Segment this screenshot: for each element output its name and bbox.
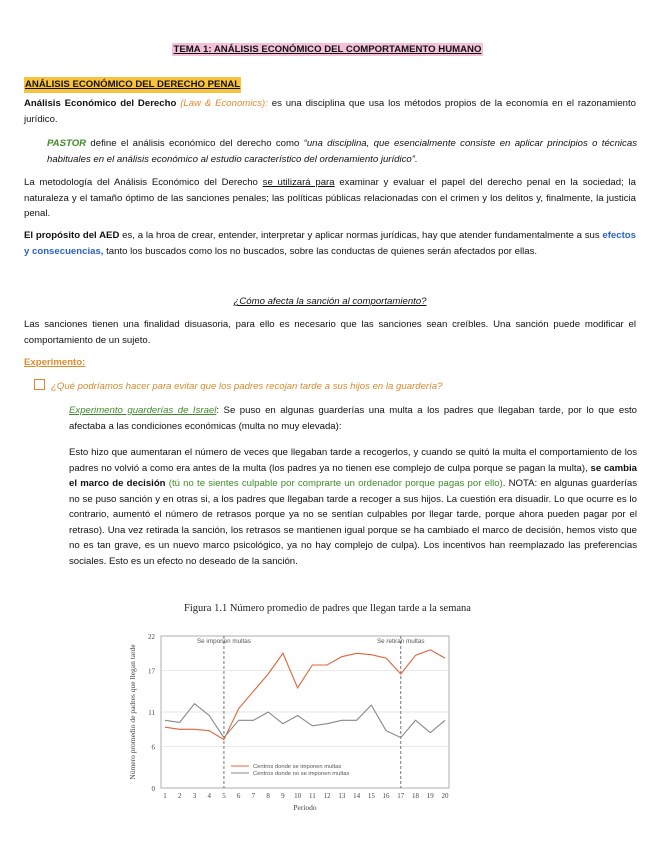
series-line-1 xyxy=(165,650,445,740)
question-item xyxy=(34,379,646,395)
x-tick-label: 8 xyxy=(266,792,270,800)
purpose-text-b: tanto los buscados como los no buscados, sobre las conductas de quienes serán afectados por ellas. xyxy=(103,245,538,257)
annotation-label: Se retiran multas xyxy=(376,638,425,645)
x-tick-label: 16 xyxy=(382,792,390,800)
x-tick-label: 9 xyxy=(281,792,285,800)
y-tick-label: 17 xyxy=(148,667,155,676)
subheading xyxy=(24,294,636,310)
line-chart xyxy=(125,628,455,816)
experiment-label xyxy=(24,355,636,371)
subheading-text: ¿Cómo afecta la sanción al comportamiento? xyxy=(233,296,427,307)
term-english: (Law & Economics): xyxy=(180,98,268,109)
figure-caption: Figura 1.1 Número promedio de padres que llegan tarde a la semana xyxy=(184,603,471,614)
paragraph-results xyxy=(69,445,637,569)
results-text-b: . NOTA: en algunas guarderías no se puso sanción y en otras si, a los padres que llegaban tarde a recoger a sus hijos. La cuestión era disuadir. Lo que ocurre es lo contrario, aumentó el número de retrasos porque ya no se sentían culpables por llegar tarde, porque ahora pueden pagar por el retraso). Una vez retirada la sanción, los retrasos se mantienen igual porque se ha cambiado el marco de decisión, hemos visto que no es tan grave, es un nuevo marco psicológico, ya no hay complejo de culpa). Los incentivos han reemplazado las preferencias sociales. Esto es un efecto no deseado de la sanción. xyxy=(69,478,637,567)
legend-label: Centros donde no se imponen multas xyxy=(253,771,350,777)
x-tick-label: 1 xyxy=(163,792,167,800)
x-tick-label: 7 xyxy=(251,792,256,800)
results-text-a: Esto hizo que aumentaran el número de veces que llegaban tarde a recogerlos, y cuando se quitó la multa el comportamiento de los padres no volvió a como era antes de la multa (los padres ya no tienen ese complejo de culpa porque se pagan la multa), xyxy=(69,447,637,474)
term: Análisis Económico del Derecho xyxy=(24,98,177,109)
x-tick-label: 12 xyxy=(323,792,331,800)
paragraph-sanctions: Las sanciones tienen una finalidad disuasoria, para ello es necesario que las sanciones sean creíbles. Una sanción puede modificar el comportamiento de un sujeto. xyxy=(24,319,636,346)
paragraph-methodology xyxy=(24,175,636,222)
paragraph-purpose xyxy=(24,228,636,259)
question-text: ¿Qué podríamos hacer para evitar que los padres recojan tarde a sus hijos en la guardería? xyxy=(51,381,443,392)
pastor-text: define el análisis económico del derecho como xyxy=(86,138,304,149)
experiment-label-text: Experimento: xyxy=(24,357,86,368)
x-tick-label: 15 xyxy=(367,792,375,800)
annotation-label: Se imponen multas xyxy=(196,638,251,645)
legend-label: Centros donde se imponen multas xyxy=(253,764,342,770)
x-tick-label: 17 xyxy=(397,792,405,800)
x-tick-label: 6 xyxy=(236,792,241,800)
y-tick-label: 6 xyxy=(151,743,155,752)
paragraph-pastor xyxy=(47,136,637,167)
purpose-bold: El propósito del AED xyxy=(24,230,120,241)
x-tick-label: 10 xyxy=(294,792,302,800)
x-tick-label: 5 xyxy=(222,792,226,800)
results-green: (tú no te sientes culpable por comprarte un ordenador porque pagas por ello) xyxy=(165,478,503,490)
methodology-text-b: examinar y evaluar el papel del derecho penal en la sociedad; la naturaleza y el tamaño óptimo de las sanciones penales; las políticas públicas relacionadas con el crimen y los delitos y, finalmente, la justicia penal. xyxy=(24,177,636,220)
x-tick-label: 18 xyxy=(412,792,420,800)
section-heading: ANÁLISIS ECONÓMICO DEL DERECHO PENAL xyxy=(24,77,241,93)
paragraph-israel xyxy=(69,403,637,434)
checkbox-icon[interactable] xyxy=(34,379,45,390)
x-tick-label: 20 xyxy=(441,792,449,800)
x-tick-label: 4 xyxy=(207,792,211,800)
y-tick-label: 11 xyxy=(148,709,155,717)
pastor-quote: “una disciplina, que esencialmente consiste en aplicar principios o técnicas habituales en el análisis económico al estudio característico del ordenamiento jurídico”. xyxy=(47,138,637,165)
israel-experiment-label: Experimento guarderías de Israel xyxy=(69,405,217,416)
x-tick-label: 2 xyxy=(177,792,182,800)
x-tick-label: 13 xyxy=(338,792,346,800)
y-axis-label: Número promedio de padres que llegan tarde xyxy=(128,644,137,780)
paragraph-definition xyxy=(24,96,636,127)
y-tick-label: 0 xyxy=(151,785,155,793)
israel-text: : Se puso en algunas guarderías una multa a los padres que llegaban tarde, por lo que esto afectaba a las condiciones económicas (multa no muy elevada): xyxy=(69,405,637,432)
x-tick-label: 19 xyxy=(426,792,434,800)
x-tick-label: 11 xyxy=(308,792,316,800)
results-bold: se cambia el marco de decisión xyxy=(69,462,638,490)
series-line-2 xyxy=(165,704,445,738)
x-axis-label: Período xyxy=(293,803,317,812)
purpose-highlight: efectos y consecuencias, xyxy=(24,230,636,257)
definition-text: es una disciplina que usa los métodos propios de la economía en el razonamiento jurídico. xyxy=(24,98,636,125)
x-tick-label: 14 xyxy=(353,792,361,800)
methodology-text-a: La metodología del Análisis Económico del Derecho xyxy=(24,177,263,188)
y-tick-label: 22 xyxy=(148,633,155,641)
author-pastor: PASTOR xyxy=(47,138,87,149)
methodology-underlined: se utilizará para xyxy=(262,177,335,188)
x-tick-label: 3 xyxy=(192,792,197,800)
document-title: TEMA 1: ANÁLISIS ECONÓMICO DEL COMPORTAMENTO HUMANO xyxy=(173,44,482,55)
purpose-text-a: es, a la hroa de crear, entender, interpretar y aplicar normas jurídicas, hay que atender fundamentalmente a sus xyxy=(119,230,603,241)
